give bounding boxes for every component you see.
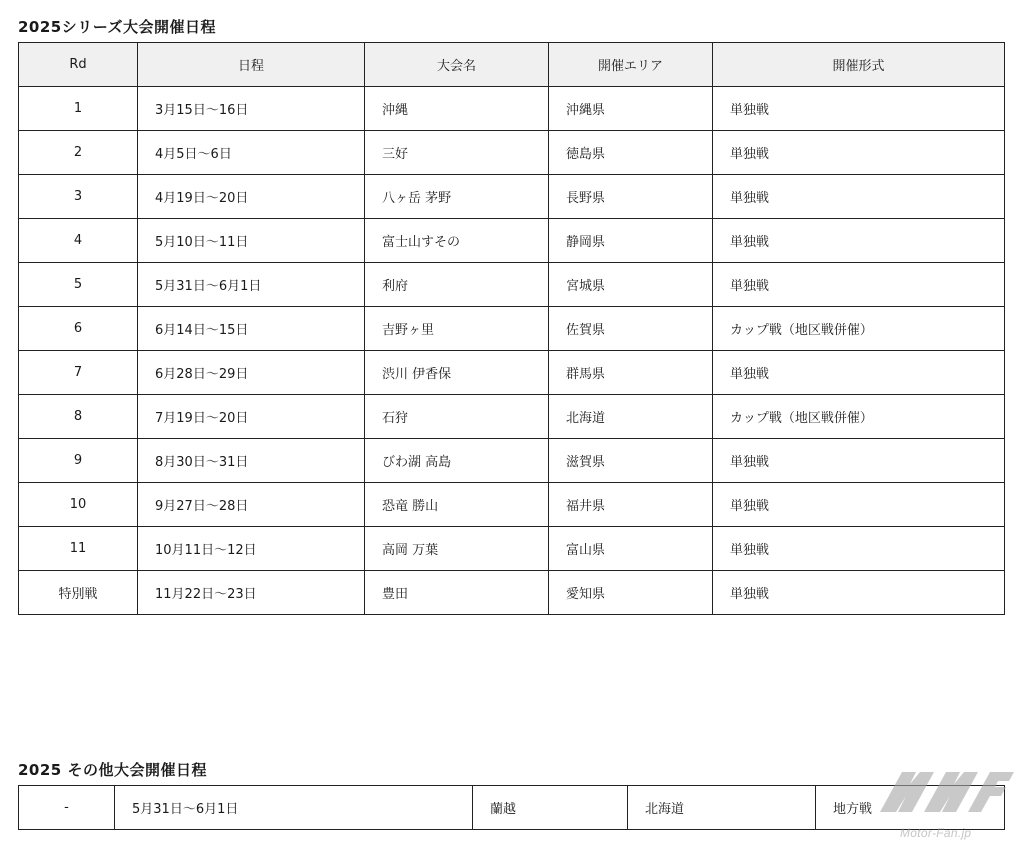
table-row [19, 307, 1005, 351]
table-row [19, 571, 1005, 615]
dates-cell: 5月10日〜11日 [138, 219, 365, 263]
area-cell: 北海道 [549, 395, 713, 439]
round-cell: 9 [19, 439, 138, 483]
round-cell: - [19, 786, 115, 830]
round-cell: 7 [19, 351, 138, 395]
area-cell: 群馬県 [549, 351, 713, 395]
dates-cell: 6月28日〜29日 [138, 351, 365, 395]
dates-cell: 6月14日〜15日 [138, 307, 365, 351]
dates-cell: 9月27日〜28日 [138, 483, 365, 527]
event-name-cell: 富士山すその [365, 219, 549, 263]
round-cell: 10 [19, 483, 138, 527]
area-cell: 福井県 [549, 483, 713, 527]
event-name-cell: 石狩 [365, 395, 549, 439]
header-format: 開催形式 [713, 43, 1005, 87]
format-cell: 単独戦 [713, 219, 1005, 263]
format-cell: カップ戦（地区戦併催） [713, 395, 1005, 439]
dates-cell: 7月19日〜20日 [138, 395, 365, 439]
other-events-table [18, 785, 1005, 830]
area-cell: 長野県 [549, 175, 713, 219]
event-name-cell: 利府 [365, 263, 549, 307]
table-row [19, 351, 1005, 395]
format-cell: 単独戦 [713, 175, 1005, 219]
table-header-row [19, 43, 1005, 87]
event-name-cell: 沖縄 [365, 87, 549, 131]
event-name-cell: 蘭越 [473, 786, 628, 830]
dates-cell: 11月22日〜23日 [138, 571, 365, 615]
round-cell: 11 [19, 527, 138, 571]
area-cell: 滋賀県 [549, 439, 713, 483]
event-name-cell: 高岡 万葉 [365, 527, 549, 571]
event-name-cell: 八ヶ岳 茅野 [365, 175, 549, 219]
event-name-cell: 恐竜 勝山 [365, 483, 549, 527]
area-cell: 徳島県 [549, 131, 713, 175]
format-cell: 単独戦 [713, 571, 1005, 615]
table-row [19, 87, 1005, 131]
format-cell: 単独戦 [713, 351, 1005, 395]
round-cell: 1 [19, 87, 138, 131]
event-name-cell: 吉野ヶ里 [365, 307, 549, 351]
dates-cell: 8月30日〜31日 [138, 439, 365, 483]
table-row [19, 483, 1005, 527]
table-row [19, 395, 1005, 439]
dates-cell: 4月5日〜6日 [138, 131, 365, 175]
round-cell: 5 [19, 263, 138, 307]
table-row [19, 219, 1005, 263]
format-cell: 単独戦 [713, 87, 1005, 131]
format-cell: 単独戦 [713, 263, 1005, 307]
table-row [19, 263, 1005, 307]
schedule-title: 2025シリーズ大会開催日程 [18, 18, 216, 36]
round-cell: 3 [19, 175, 138, 219]
round-cell: 8 [19, 395, 138, 439]
event-name-cell: 三好 [365, 131, 549, 175]
round-cell: 2 [19, 131, 138, 175]
round-cell: 6 [19, 307, 138, 351]
dates-cell: 4月19日〜20日 [138, 175, 365, 219]
event-name-cell: 渋川 伊香保 [365, 351, 549, 395]
header-dates: 日程 [138, 43, 365, 87]
dates-cell: 5月31日〜6月1日 [115, 786, 473, 830]
round-cell: 4 [19, 219, 138, 263]
table-row [19, 527, 1005, 571]
format-cell: 単独戦 [713, 527, 1005, 571]
round-cell: 特別戦 [19, 571, 138, 615]
table-row [19, 439, 1005, 483]
header-event-name: 大会名 [365, 43, 549, 87]
table-row [19, 131, 1005, 175]
table-row [19, 786, 1005, 830]
area-cell: 宮城県 [549, 263, 713, 307]
table-row [19, 175, 1005, 219]
area-cell: 愛知県 [549, 571, 713, 615]
format-cell: 単独戦 [713, 131, 1005, 175]
watermark-text: Motor-Fan.jp [900, 826, 972, 840]
format-cell: 単独戦 [713, 439, 1005, 483]
series-schedule-table [18, 42, 1005, 615]
area-cell: 富山県 [549, 527, 713, 571]
event-name-cell: 豊田 [365, 571, 549, 615]
dates-cell: 10月11日〜12日 [138, 527, 365, 571]
format-cell: 単独戦 [713, 483, 1005, 527]
event-name-cell: びわ湖 高島 [365, 439, 549, 483]
other-events-title: 2025 その他大会開催日程 [18, 761, 207, 779]
area-cell: 佐賀県 [549, 307, 713, 351]
format-cell: 地方戦 [816, 786, 1005, 830]
area-cell: 北海道 [628, 786, 816, 830]
area-cell: 沖縄県 [549, 87, 713, 131]
header-area: 開催エリア [549, 43, 713, 87]
format-cell: カップ戦（地区戦併催） [713, 307, 1005, 351]
dates-cell: 3月15日〜16日 [138, 87, 365, 131]
dates-cell: 5月31日〜6月1日 [138, 263, 365, 307]
header-round: Rd [19, 43, 138, 87]
area-cell: 静岡県 [549, 219, 713, 263]
